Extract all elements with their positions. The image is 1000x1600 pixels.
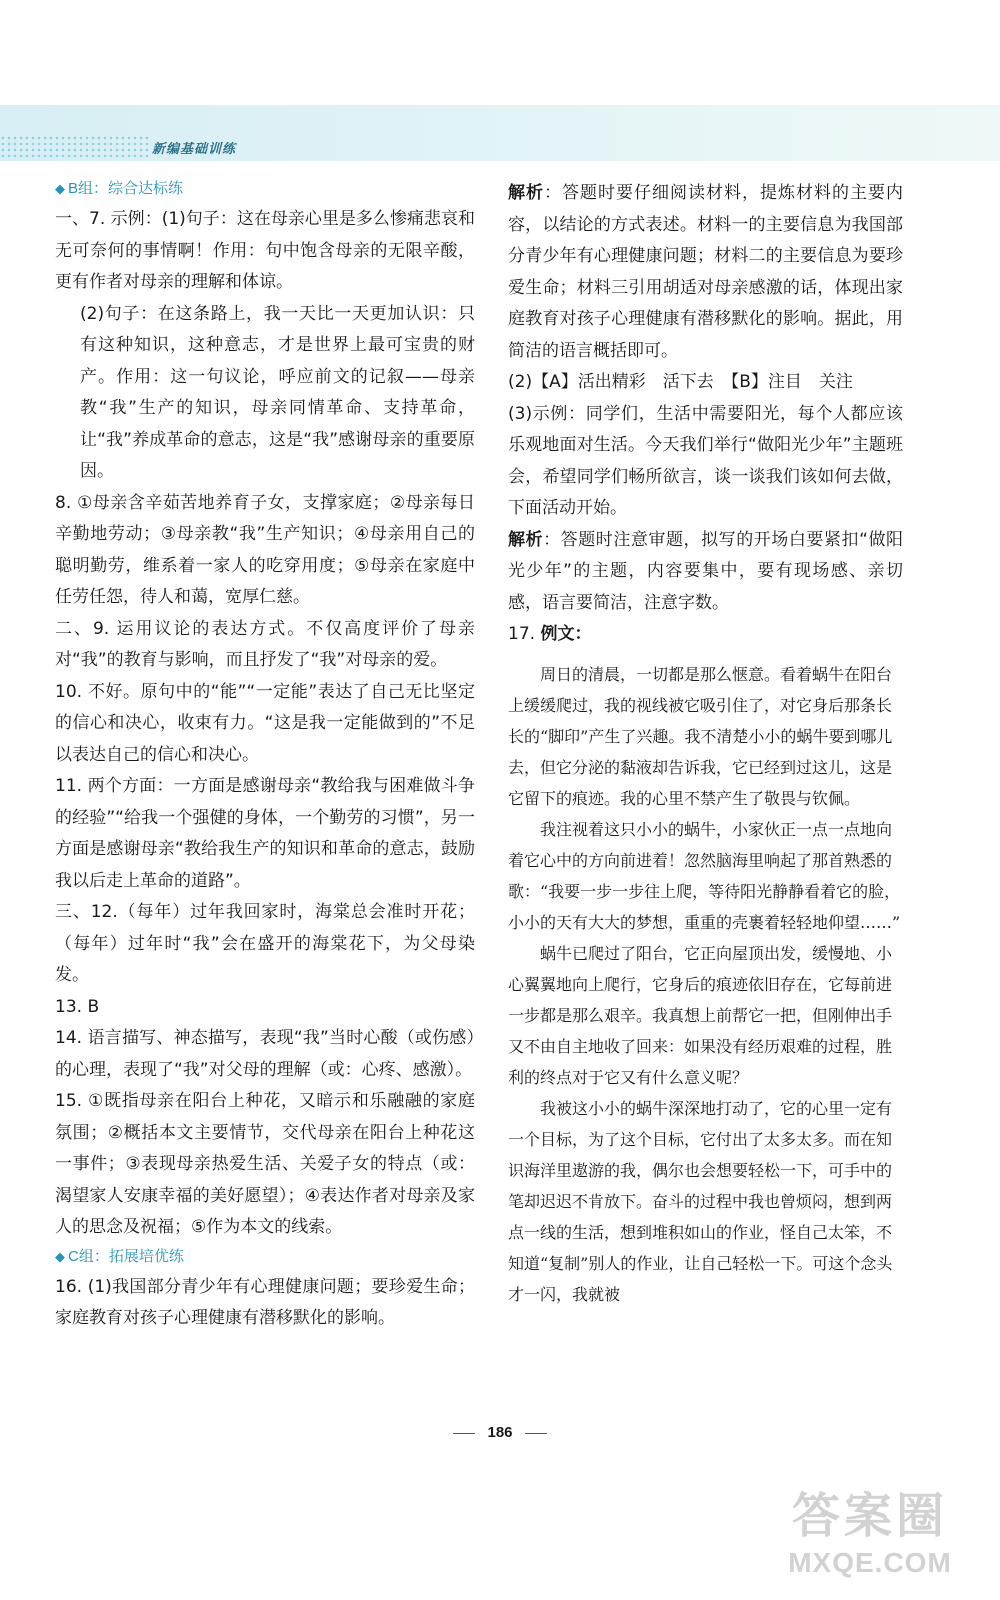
answer-10: 10. 不好。原句中的“能”“一定能”表达了自己无比坚定的信心和决心，收束有力。“这是我一定能做到的”不足以表达自己的信心和决心。 bbox=[55, 681, 475, 765]
section-heading-b bbox=[55, 178, 475, 200]
answer-13: 13. B bbox=[55, 996, 100, 1017]
section-b-label: B组：综合达标练 bbox=[68, 180, 184, 197]
sample-essay bbox=[508, 659, 903, 1310]
left-column bbox=[55, 178, 475, 1335]
section-c-label: C组：拓展培优练 bbox=[68, 1247, 184, 1265]
answer-7-part2: (2)句子：在这条路上，我一天比一天更加认识：只有这种知识，这种意志，才是世界上最可宝贵的财产。作用：这一句议论，呼应前文的记叙——母亲教“我”生产的知识，母亲同情革命、支持革命，让“我”养成革命的意志，这是“我”感谢母亲的重要原因。 bbox=[80, 303, 475, 481]
essay-paragraph: 我被这小小的蜗牛深深地打动了，它的心里一定有一个目标，为了这个目标，它付出了太多太多。而在知识海洋里遨游的我，偶尔也会想要轻松一下，可手中的笔却迟迟不肯放下。奋斗的过程中我也曾烦闷，想到两点一线的生活，想到堆积如山的作业，怪自己太笨，不知道“复制”别人的作业，让自己轻松一下。可这个念头才一闪，我就被 bbox=[508, 1098, 893, 1304]
answer-16-part3: (3)示例：同学们，生活中需要阳光，每个人都应该乐观地面对生活。今天我们举行“做阳光少年”主题班会，希望同学们畅所欲言，谈一谈我们该如何去做，下面活动开始。 bbox=[508, 403, 903, 518]
essay-paragraph: 我注视着这只小小的蜗牛，小家伙正一点一点地向着它心中的方向前进着！忽然脑海里响起了那首熟悉的歌：“我要一步一步往上爬，等待阳光静静看着它的脸，小小的天有大大的梦想，重重的壳裹着轻轻地仰望……” bbox=[508, 819, 901, 932]
analysis-label: 解析 bbox=[508, 183, 544, 203]
watermark bbox=[770, 1488, 970, 1593]
analysis-1-text: ：答题时要仔细阅读材料，提炼材料的主要内容，以结论的方式表述。材料一的主要信息为我国部分青少年有心理健康问题；材料二的主要信息为要珍爱生命；材料三引用胡适对母亲感激的话，体现出家庭教育对孩子心理健康有潜移默化的影响。据此，用简洁的语言概括即可。 bbox=[508, 183, 903, 361]
answer-16-part1: 16. (1)我国部分青少年有心理健康问题；要珍爱生命；家庭教育对孩子心理健康有潜移默化的影响。 bbox=[55, 1276, 475, 1328]
watermark-logo-text: 答案圈 bbox=[791, 1490, 948, 1543]
answer-8: 8. ①母亲含辛茹苦地养育子女，支撑家庭；②母亲每日辛勤地劳动；③母亲教“我”生产知识；④母亲用自己的聪明勤劳，维系着一家人的吃穿用度；⑤母亲在家庭中任劳任怨，待人和蔼，宽厚仁慈。 bbox=[55, 492, 475, 607]
book-title: 新编基础训练 bbox=[152, 142, 237, 157]
answer-16-part2: (2)【A】活出精彩 活下去 【B】注目 关注 bbox=[508, 372, 853, 392]
right-column bbox=[508, 178, 903, 1310]
answer-15: 15. ①既指母亲在阳台上种花，又暗示和乐融融的家庭氛围；②概括本文主要情节，交代母亲在阳台上种花这一事件；③表现母亲热爱生活、关爱子女的特点（或：渴望家人安康幸福的美好愿望）；④表达作者对母亲及家人的思念及祝福；⑤作为本文的线索。 bbox=[55, 1091, 475, 1237]
analysis-label: 解析 bbox=[508, 529, 544, 550]
answer-11: 11. 两个方面：一方面是感谢母亲“教给我与困难做斗争的经验”“给我一个强健的身体，一个勤劳的习惯”，另一方面是感谢母亲“教给我生产的知识和革命的意志，鼓励我以后走上革命的道路”。 bbox=[55, 776, 475, 891]
sample-essay-label: 例文： bbox=[540, 624, 592, 644]
header-dot-pattern bbox=[0, 135, 150, 157]
answer-9: 二、9. 运用议论的表达方式。不仅高度评价了母亲对“我”的教育与影响，而且抒发了“我”对母亲的爱。 bbox=[55, 618, 475, 670]
answer-17-heading bbox=[508, 619, 903, 651]
page-number-value: 186 bbox=[487, 1424, 513, 1441]
analysis-2 bbox=[508, 525, 903, 620]
analysis-2-text: ：答题时注意审题，拟写的开场白要紧扣“做阳光少年”的主题，内容要集中，要有现场感、亲切感，语言要简洁，注意字数。 bbox=[508, 529, 903, 613]
answer-7-part1: 一、7. 示例：(1)句子：这在母亲心里是多么惨痛悲哀和无可奈何的事情啊！作用：句中饱含母亲的无限辛酸，更有作者对母亲的理解和体谅。 bbox=[55, 209, 475, 292]
answer-12: 三、12.（每年）过年我回家时，海棠总会准时开花；（每年）过年时“我”会在盛开的海棠花下，为父母染发。 bbox=[55, 902, 475, 985]
page-number bbox=[0, 1424, 1000, 1441]
header-band bbox=[0, 105, 1000, 161]
answer-14: 14. 语言描写、神态描写，表现“我”当时心酸（或伤感）的心理，表现了“我”对父母的理解（或：心疼、感激）。 bbox=[55, 1028, 475, 1080]
essay-paragraph: 周日的清晨，一切都是那么惬意。看着蜗牛在阳台上缓缓爬过，我的视线被它吸引住了，对它身后那条长长的“脚印”产生了兴趣。我不清楚小小的蜗牛要到哪儿去，但它分泌的黏液却告诉我，它已经到过这儿，这是它留下的痕迹。我的心里不禁产生了敬畏与钦佩。 bbox=[508, 664, 893, 808]
analysis-1 bbox=[508, 178, 903, 367]
watermark-url: MXQE.COM bbox=[788, 1547, 952, 1578]
diamond-icon: ◆ bbox=[55, 1248, 65, 1264]
diamond-icon: ◆ bbox=[55, 181, 65, 196]
question-number: 17. bbox=[508, 624, 536, 644]
section-heading-c bbox=[55, 1246, 475, 1268]
essay-paragraph: 蜗牛已爬过了阳台，它正向屋顶出发，缓慢地、小心翼翼地向上爬行，它身后的痕迹依旧存在，它每前进一步都是那么艰辛。我真想上前帮它一把，但刚伸出手又不由自主地收了回来：如果没有经历艰难的过程，胜利的终点对于它又有什么意义呢？ bbox=[508, 943, 893, 1087]
